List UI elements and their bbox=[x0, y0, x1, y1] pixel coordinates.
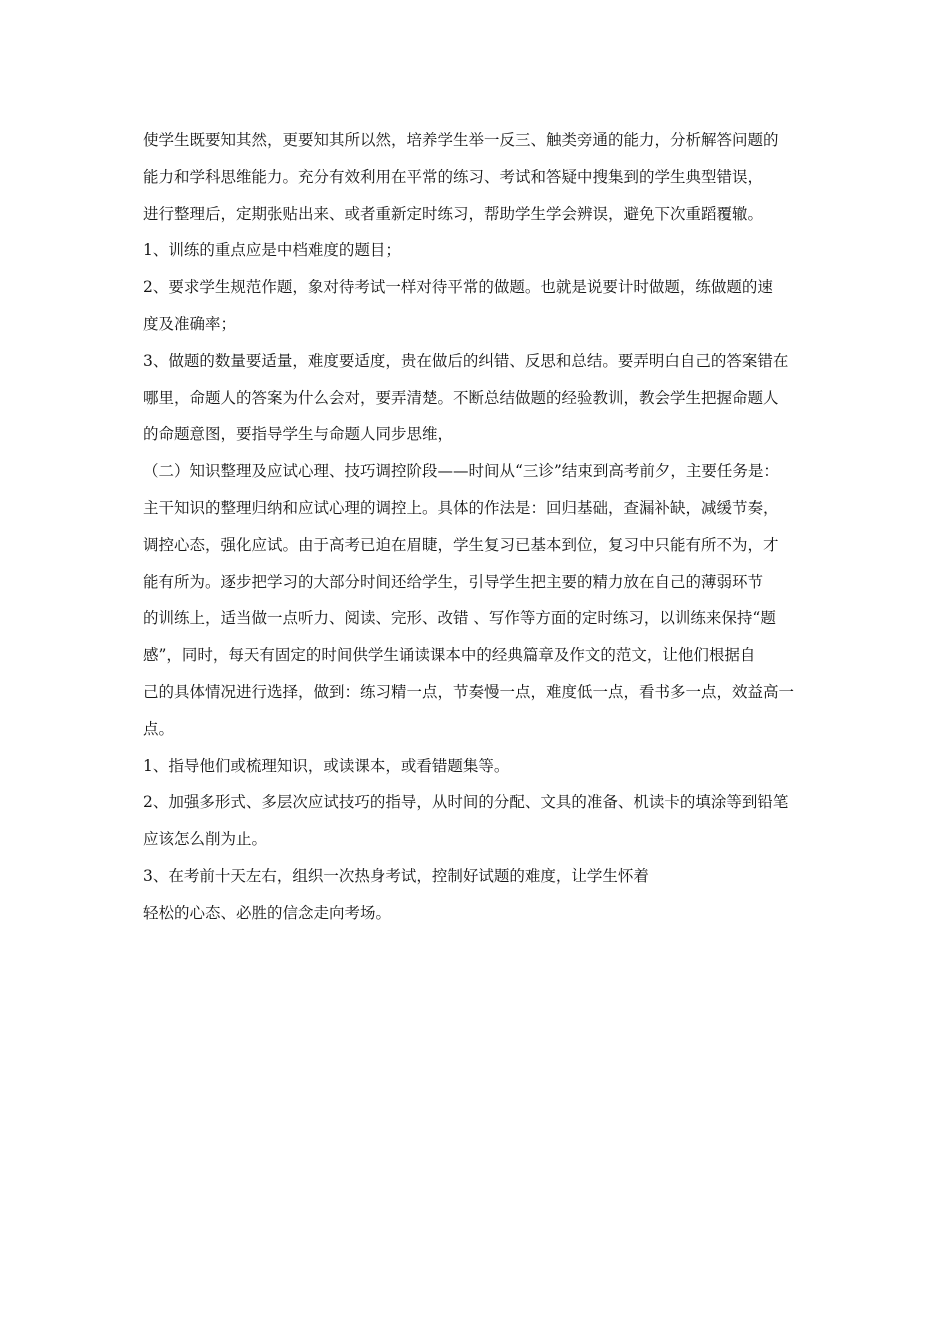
text-line: 3、在考前十天左右，组织一次热身考试，控制好试题的难度，让学生怀着 bbox=[143, 866, 649, 885]
text-line: 主干知识的整理归纳和应试心理的调控上。具体的作法是：回归基础，查漏补缺，减缓节奏， bbox=[143, 498, 779, 517]
text-line: 2、加强多形式、多层次应试技巧的指导，从时间的分配、文具的准备、机读卡的填涂等到铅笔 bbox=[143, 793, 789, 812]
text-line: 轻松的心态、必胜的信念走向考场。 bbox=[143, 903, 392, 922]
text-line: （二）知识整理及应试心理、技巧调控阶段——时间从“三诊”结束到高考前夕，主要任务是： bbox=[143, 462, 779, 481]
body-text bbox=[143, 122, 813, 932]
text-line: 点。 bbox=[143, 719, 175, 738]
text-line: 的命题意图，要指导学生与命题人同步思维， bbox=[143, 425, 454, 444]
text-line: 应该怎么削为止。 bbox=[143, 830, 268, 849]
text-line: 3、做题的数量要适量，难度要适度，贵在做后的纠错、反思和总结。要弄明白自己的答案错在 bbox=[143, 351, 789, 370]
text-line: 1、指导他们或梳理知识，或读课本，或看错题集等。 bbox=[143, 756, 510, 775]
text-line: 哪里，命题人的答案为什么会对，要弄清楚。不断总结做题的经验教训，教会学生把握命题人 bbox=[143, 388, 779, 407]
text-line: 度及准确率； bbox=[143, 314, 237, 333]
text-line: 能有所为。逐步把学习的大部分时间还给学生，引导学生把主要的精力放在自己的薄弱环节 bbox=[143, 572, 764, 591]
text-line: 2、要求学生规范作题，象对待考试一样对待平常的做题。也就是说要计时做题，练做题的速 bbox=[143, 278, 773, 297]
text-line: 的训练上，适当做一点听力、阅读、完形、改错 、写作等方面的定时练习，以训练来保持“题 bbox=[143, 609, 776, 628]
text-line: 己的具体情况进行选择，做到：练习精一点，节奏慢一点，难度低一点，看书多一点，效益高一 bbox=[143, 682, 795, 701]
text-line: 能力和学科思维能力。充分有效利用在平常的练习、考试和答疑中搜集到的学生典型错误， bbox=[143, 167, 764, 186]
text-line: 使学生既要知其然，更要知其所以然，培养学生举一反三、触类旁通的能力，分析解答问题的 bbox=[143, 131, 779, 149]
text-line: 1、训练的重点应是中档难度的题目； bbox=[143, 241, 401, 260]
text-line: 进行整理后，定期张贴出来、或者重新定时练习，帮助学生学会辨误，避免下次重蹈覆辙。 bbox=[143, 204, 764, 223]
text-line: 调控心态，强化应试。由于高考已迫在眉睫，学生复习已基本到位，复习中只能有所不为，才 bbox=[143, 535, 779, 554]
text-line: 感”，同时，每天有固定的时间供学生诵读课本中的经典篇章及作文的范文，让他们根据自 bbox=[143, 646, 756, 665]
